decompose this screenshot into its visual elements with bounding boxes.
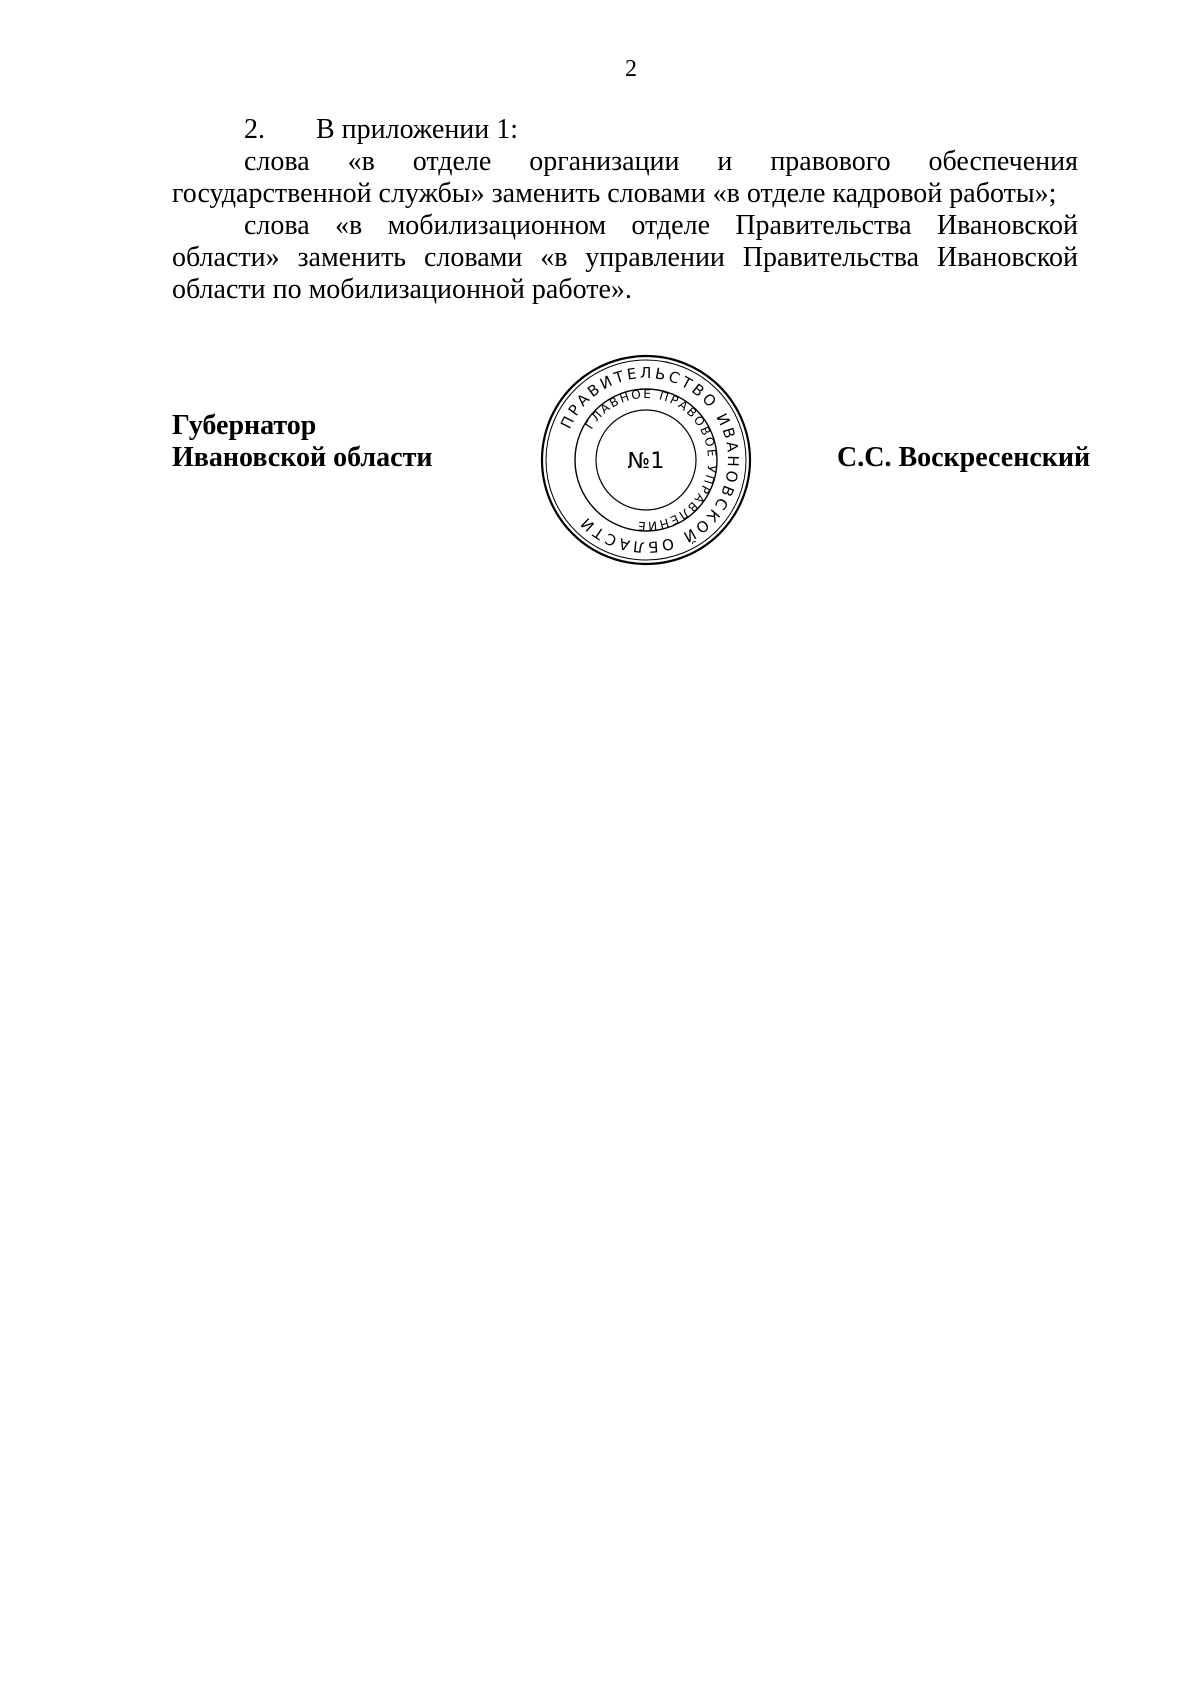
page-number: 2 (625, 56, 637, 82)
item-title: В приложении 1: (316, 114, 519, 145)
document-body (172, 114, 1078, 306)
paragraph-replace-department: слова «в отделе организации и правового обеспечения государственной службы» заменить словами «в отделе кадровой работы»; (172, 146, 1078, 209)
seal-graphic (537, 351, 755, 569)
seal-center-text: №1 (627, 449, 665, 474)
seal-outer-text: ПРАВИТЕЛЬСТВО ИВАНОВСКОЙ ОБЛАСТИ (556, 363, 743, 557)
signer-position-line2: Ивановской области (172, 442, 433, 473)
signer-position-line1: Губернатор (172, 410, 317, 441)
official-seal (537, 351, 755, 569)
item-number: 2. (244, 114, 265, 145)
item-heading (172, 114, 1078, 146)
signer-name: С.С. Воскресенский (837, 442, 1091, 473)
paragraph-replace-mobilization: слова «в мобилизационном отделе Правительства Ивановской области» заменить словами «в управлении Правительства Ивановской области по мобилизационной работе». (172, 210, 1078, 305)
seal-inner-text: ГЛАВНОЕ ПРАВОВОЕ УПРАВЛЕНИЕ (582, 386, 720, 534)
